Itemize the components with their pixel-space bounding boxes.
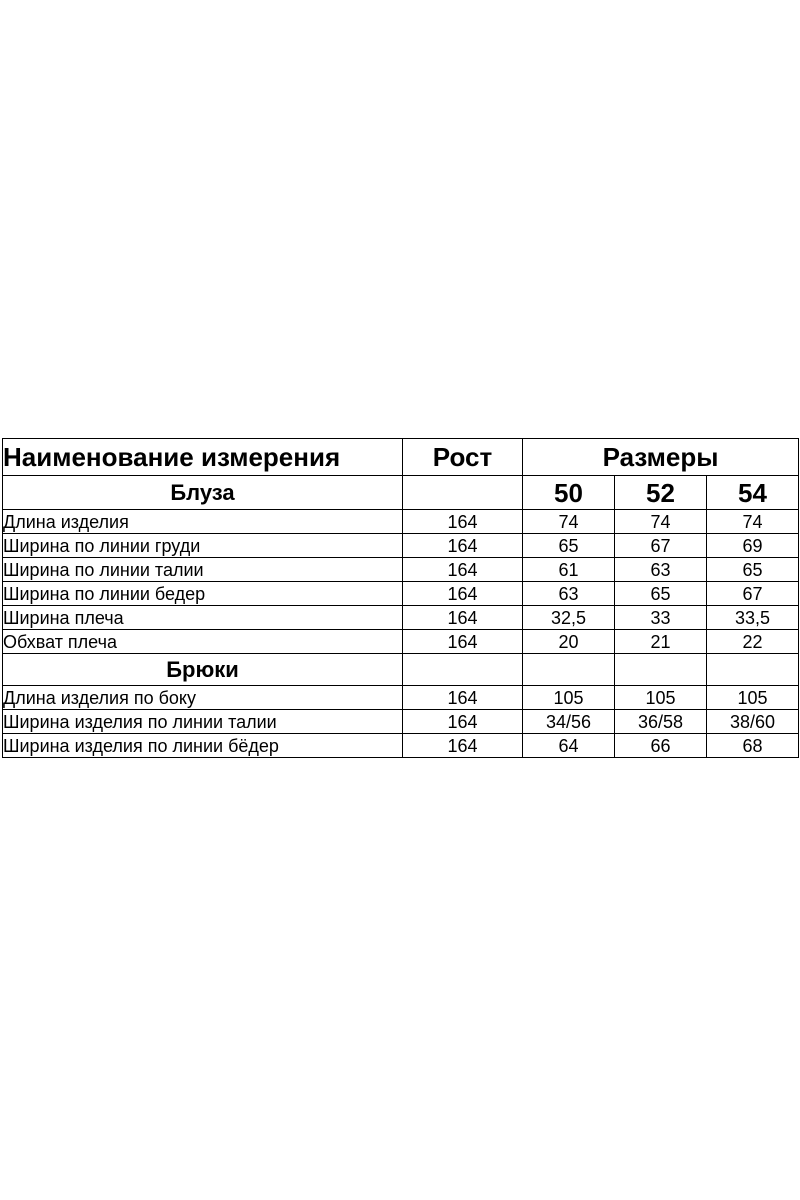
size-value: 36/58 (615, 710, 707, 734)
section-title-blouse: Блуза (3, 476, 403, 510)
empty-cell (615, 654, 707, 686)
size-value: 69 (707, 534, 799, 558)
measurement-name: Ширина по линии талии (3, 558, 403, 582)
size-value: 38/60 (707, 710, 799, 734)
table-row (3, 606, 799, 630)
measurement-name: Длина изделия по боку (3, 686, 403, 710)
size-value: 34/56 (523, 710, 615, 734)
size-value: 65 (615, 582, 707, 606)
table-row (3, 734, 799, 758)
measurement-name: Ширина изделия по линии талии (3, 710, 403, 734)
size-value: 63 (523, 582, 615, 606)
size-value: 74 (707, 510, 799, 534)
table-row (3, 558, 799, 582)
header-sizes: Размеры (523, 439, 799, 476)
measurement-name: Длина изделия (3, 510, 403, 534)
size-value: 61 (523, 558, 615, 582)
height-value: 164 (403, 582, 523, 606)
height-value: 164 (403, 734, 523, 758)
measurement-name: Ширина по линии груди (3, 534, 403, 558)
size-value: 65 (707, 558, 799, 582)
size-value: 32,5 (523, 606, 615, 630)
size-value: 67 (707, 582, 799, 606)
header-measurement-name: Наименование измерения (3, 439, 403, 476)
size-value: 20 (523, 630, 615, 654)
table-row (3, 710, 799, 734)
table-row (3, 534, 799, 558)
size-value: 66 (615, 734, 707, 758)
table-row (3, 630, 799, 654)
size-value: 33 (615, 606, 707, 630)
section-title-trousers: Брюки (3, 654, 403, 686)
size-value: 105 (615, 686, 707, 710)
size-label: 52 (615, 476, 707, 510)
height-value: 164 (403, 534, 523, 558)
size-label: 54 (707, 476, 799, 510)
table-header-row (3, 439, 799, 476)
size-chart-table (2, 438, 799, 758)
empty-cell (707, 654, 799, 686)
size-value: 33,5 (707, 606, 799, 630)
height-value: 164 (403, 606, 523, 630)
size-label: 50 (523, 476, 615, 510)
size-value: 74 (523, 510, 615, 534)
header-height: Рост (403, 439, 523, 476)
size-value: 65 (523, 534, 615, 558)
height-value: 164 (403, 710, 523, 734)
size-value: 22 (707, 630, 799, 654)
size-value: 63 (615, 558, 707, 582)
measurement-name: Обхват плеча (3, 630, 403, 654)
section-header-row (3, 654, 799, 686)
height-value: 164 (403, 686, 523, 710)
size-value: 68 (707, 734, 799, 758)
measurement-name: Ширина изделия по линии бёдер (3, 734, 403, 758)
table-row (3, 686, 799, 710)
empty-cell (403, 654, 523, 686)
table-row (3, 582, 799, 606)
height-value: 164 (403, 630, 523, 654)
empty-cell (403, 476, 523, 510)
table-row (3, 510, 799, 534)
size-value: 105 (707, 686, 799, 710)
empty-cell (523, 654, 615, 686)
height-value: 164 (403, 558, 523, 582)
height-value: 164 (403, 510, 523, 534)
measurement-name: Ширина по линии бедер (3, 582, 403, 606)
size-value: 67 (615, 534, 707, 558)
size-value: 105 (523, 686, 615, 710)
size-value: 74 (615, 510, 707, 534)
section-header-row (3, 476, 799, 510)
measurement-name: Ширина плеча (3, 606, 403, 630)
size-value: 64 (523, 734, 615, 758)
size-value: 21 (615, 630, 707, 654)
